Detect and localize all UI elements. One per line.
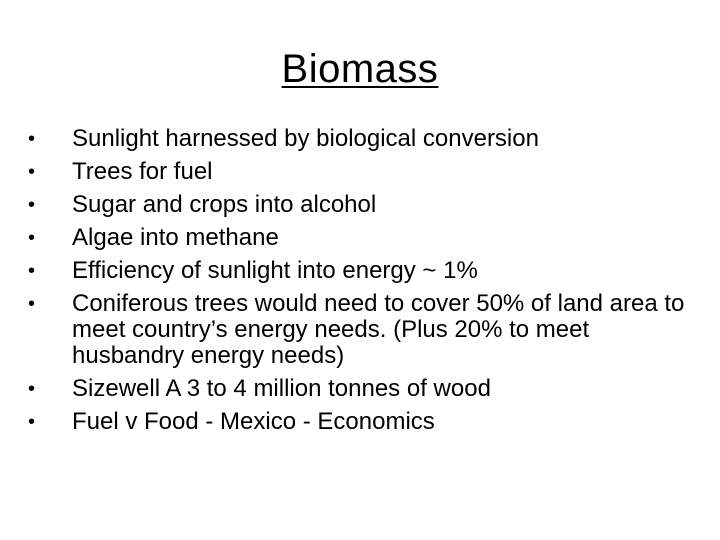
bullet-list bbox=[28, 126, 688, 442]
bullet-item bbox=[28, 376, 688, 402]
bullet-item bbox=[28, 258, 688, 284]
slide-title: Biomass bbox=[281, 47, 439, 91]
bullet-dot-icon: • bbox=[28, 161, 36, 183]
bullet-text: Efficiency of sunlight into energy ~ 1% bbox=[72, 257, 478, 284]
bullet-dot-icon: • bbox=[28, 411, 36, 433]
bullet-text: Fuel v Food - Mexico - Economics bbox=[72, 408, 435, 435]
bullet-item bbox=[28, 126, 688, 152]
bullet-dot-icon: • bbox=[28, 378, 36, 400]
bullet-dot-icon: • bbox=[28, 260, 36, 282]
bullet-item bbox=[28, 159, 688, 185]
bullet-text: Sunlight harnessed by biological conversion bbox=[72, 125, 539, 152]
bullet-dot-icon: • bbox=[28, 227, 36, 249]
bullet-item bbox=[28, 409, 688, 435]
bullet-item bbox=[28, 192, 688, 218]
bullet-text: Coniferous trees would need to cover 50% of land area to meet country’s energy needs. (Plus 20% to meet husbandry energy needs) bbox=[72, 290, 685, 369]
bullet-item bbox=[28, 225, 688, 251]
bullet-text: Sizewell A 3 to 4 million tonnes of wood bbox=[72, 375, 491, 402]
bullet-text: Sugar and crops into alcohol bbox=[72, 191, 377, 218]
bullet-dot-icon: • bbox=[28, 194, 36, 216]
bullet-item bbox=[28, 291, 688, 369]
bullet-text: Trees for fuel bbox=[72, 158, 213, 185]
bullet-dot-icon: • bbox=[28, 128, 36, 150]
bullet-text: Algae into methane bbox=[72, 224, 279, 251]
bullet-dot-icon: • bbox=[28, 293, 36, 315]
